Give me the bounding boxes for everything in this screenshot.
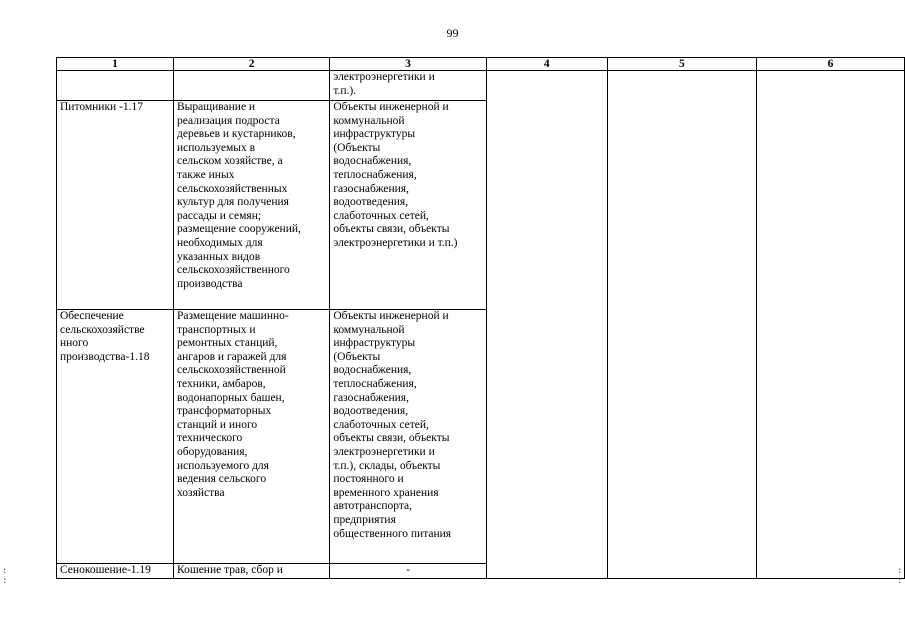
cell-text-line: электроэнергетики и — [333, 445, 435, 458]
cell-text-line: коммунальной — [333, 323, 405, 336]
cell-text-line: транспортных и — [177, 323, 256, 336]
cell-text-line: инфраструктуры — [333, 128, 416, 141]
cell-text-line: Сенокошение-1.19 — [60, 564, 151, 576]
cell-text-line: ангаров и гаражей для — [177, 350, 287, 363]
cell-text-line: теплоснабжения, — [333, 168, 417, 181]
cell-text-line: электроэнергетики и т.п.) — [333, 236, 458, 249]
cell-text-line: также иных — [177, 168, 235, 181]
cell-auxiliary-uses — [330, 71, 486, 101]
cell-text-line: постоянного и — [333, 473, 404, 486]
cell-text-line: коммунальной — [333, 114, 405, 127]
cell-text-line: Питомники -1.17 — [60, 101, 144, 113]
cell-text-line: водоснабжения, — [333, 155, 412, 168]
cell-text-line: ремонтных станций, — [177, 337, 278, 350]
right-edge-mark: : : — [897, 566, 903, 586]
cell-text-line: Выращивание и — [177, 101, 256, 113]
cell-text-line: теплоснабжения, — [333, 377, 417, 390]
cell-auxiliary-uses — [330, 310, 486, 564]
header-col-3: 3 — [330, 58, 486, 71]
cell-text-line: необходимых для — [177, 236, 263, 249]
cell-text-line: технического — [177, 432, 243, 445]
cell-text-line: объекты связи, объекты — [333, 432, 450, 445]
cell-text-line: деревьев и кустарников, — [177, 128, 296, 141]
cell-text-line: производства-1.18 — [60, 350, 150, 363]
cell-text-line: производства — [177, 277, 243, 290]
land-use-table — [56, 57, 905, 579]
cell-text-line: т.п.), склады, объекты — [333, 459, 441, 472]
cell-text-line: сельскохозяйстве — [60, 323, 145, 336]
page-number: 99 — [446, 26, 459, 40]
cell-text-line: временного хранения — [333, 486, 439, 499]
cell-text-line: общественного питания — [333, 527, 452, 540]
cell-col-4 — [486, 71, 607, 579]
cell-text-line: трансформаторных — [177, 405, 272, 418]
cell-text-line: хозяйства — [177, 486, 225, 499]
cell-text-line: сельскохозяйственного — [177, 264, 290, 277]
cell-description — [174, 310, 330, 564]
cell-land-use-type — [57, 101, 174, 310]
cell-text-line: используемого для — [177, 459, 269, 472]
cell-text-line: - — [406, 564, 410, 576]
left-edge-mark: : : — [2, 566, 8, 586]
cell-text-line: водоснабжения, — [333, 364, 412, 377]
cell-description — [174, 564, 330, 579]
cell-text-line: (Объекты — [333, 141, 381, 154]
header-col-5: 5 — [607, 58, 756, 71]
cell-text-line: сельском хозяйстве, а — [177, 155, 283, 168]
cell-text-line: Обеспечение — [60, 310, 124, 322]
cell-land-use-type — [57, 310, 174, 564]
cell-text-line: объекты связи, объекты — [333, 223, 450, 236]
cell-text-line: водонапорных башен, — [177, 391, 285, 404]
cell-description — [174, 101, 330, 310]
cell-auxiliary-uses — [330, 101, 486, 310]
header-col-6: 6 — [756, 58, 904, 71]
cell-description — [174, 71, 330, 101]
cell-text-line: сельскохозяйственной — [177, 364, 286, 377]
header-col-2: 2 — [174, 58, 330, 71]
header-row — [57, 58, 905, 71]
cell-text-line: сельскохозяйственных — [177, 182, 288, 195]
cell-text-line: (Объекты — [333, 350, 381, 363]
cell-text-line: слаботочных сетей, — [333, 418, 429, 431]
cell-text-line: размещение сооружений, — [177, 223, 301, 236]
cell-text-line: станций и иного — [177, 418, 258, 431]
cell-text-line: культур для получения — [177, 196, 289, 209]
cell-text-line: газоснабжения, — [333, 182, 409, 195]
cell-land-use-type — [57, 564, 174, 579]
cell-text-line: т.п.). — [333, 84, 357, 97]
cell-text-line: техники, амбаров, — [177, 377, 266, 390]
cell-text-line: нного — [60, 337, 89, 350]
cell-col-6 — [756, 71, 904, 579]
cell-text-line: оборудования, — [177, 445, 248, 458]
header-col-4: 4 — [486, 58, 607, 71]
cell-text-line: реализация подроста — [177, 114, 280, 127]
cell-text-line: Размещение машинно- — [177, 310, 289, 322]
cell-text-line: ведения сельского — [177, 473, 267, 486]
cell-text-line: предприятия — [333, 513, 396, 526]
cell-text-line: слаботочных сетей, — [333, 209, 429, 222]
cell-text-line: автотранспорта, — [333, 500, 412, 513]
cell-auxiliary-uses — [330, 564, 486, 579]
cell-text-line: используемых в — [177, 141, 256, 154]
header-col-1: 1 — [57, 58, 174, 71]
cell-col-5 — [607, 71, 756, 579]
cell-text-line: Объекты инженерной и — [333, 310, 449, 322]
cell-text-line: рассады и семян; — [177, 209, 262, 222]
cell-text-line: электроэнергетики и — [333, 71, 435, 83]
cell-text-line: Кошение трав, сбор и — [177, 564, 283, 576]
cell-land-use-type — [57, 71, 174, 101]
cell-text-line: инфраструктуры — [333, 337, 416, 350]
cell-text-line: водоотведения, — [333, 405, 409, 418]
table-row — [57, 71, 905, 101]
cell-text-line: Объекты инженерной и — [333, 101, 449, 113]
cell-text-line: газоснабжения, — [333, 391, 409, 404]
cell-text-line: водоотведения, — [333, 196, 409, 209]
cell-text-line: указанных видов — [177, 250, 261, 263]
